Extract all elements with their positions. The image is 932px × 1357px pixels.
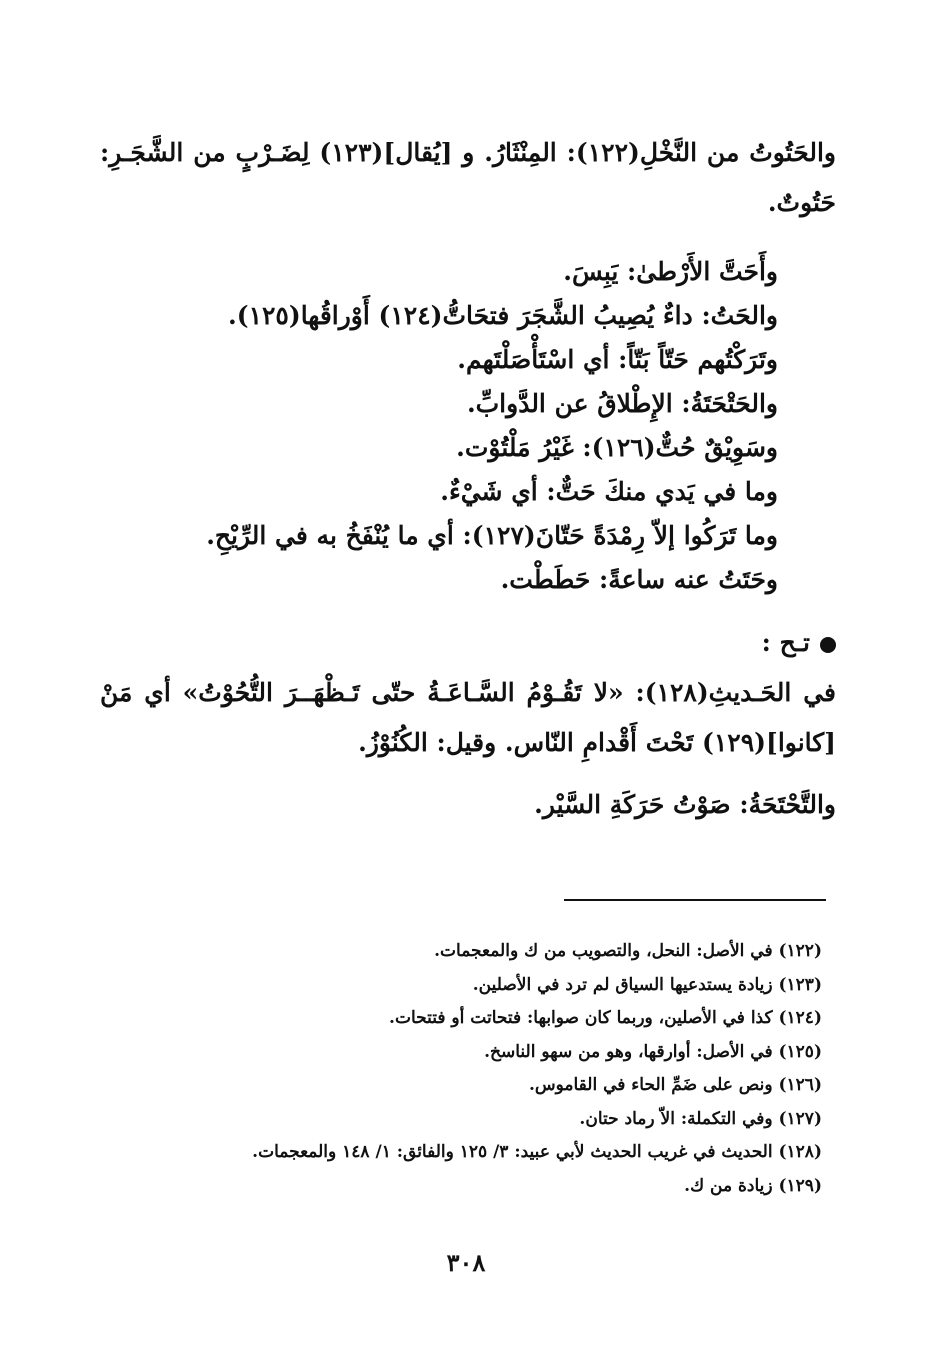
section-heading: [100, 618, 836, 668]
bullet-icon: [820, 637, 836, 653]
footnote-128: (١٢٨) الحديث في غريب الحديث لأبي عبيد: ٣/ ١٢٥ والفائق: ١/ ١٤٨ والمعجمات.: [252, 1142, 822, 1162]
footnote-124: (١٢٤) كذا في الأصلين، وربما كان صوابها: فتحاتت أو فتتحات.: [389, 1008, 822, 1028]
intro-paragraph: والحَتُوتُ من النَّخْلِ(١٢٢): المِنْثَارُ. و [يُقال](١٢٣) لِضَـرْبٍ من الشَّجَـرِ: حَتُوتٌ.: [100, 138, 836, 217]
entry-line: وحَتَتُ عنه ساعةً: حَطَطْت.: [500, 565, 778, 594]
section-heading-text: تـح :: [761, 628, 810, 657]
footnote-127: (١٢٧) وفي التكملة: الاّ رماد حتان.: [579, 1108, 822, 1129]
entry-line: وما في يَدي منكَ حَتٌّ: أي شَيْءٌ.: [440, 477, 778, 506]
main-text: [100, 128, 836, 830]
page-number: ٣٠٨: [446, 1248, 486, 1277]
footnote-125: (١٢٥) في الأصل: أوارقها، وهو من سهو الناسخ.: [484, 1041, 822, 1062]
footnote-122: (١٢٢) في الأصل: النحل، والتصويب من ك والمعجمات.: [434, 941, 822, 961]
footnotes: [150, 935, 822, 1203]
footnote-129: (١٢٩) زيادة من ك.: [684, 1175, 822, 1196]
hadith-paragraph: في الحَـديثِ(١٢٨): «لا تَقُـوْمُ السَّـاعَـةُ حتّى تَـظْهَــرَ التُّحُوْتُ» أي مَنْ [كانوا](١٢٩) تَحْتَ أَقْدامِ النّاس. وقيل: الكُنُوْزُ.: [100, 678, 836, 757]
entries-block: [100, 250, 836, 602]
entry-line: وتَرَكْتُهم حَتّاً بَتّاً: أي اسْتَأْصَلْتَهم.: [457, 345, 778, 374]
final-entry: والتَّحْتَحَةُ: صَوْتُ حَرَكَةِ السَّيْر.: [534, 790, 836, 819]
footnote-divider: [564, 899, 826, 901]
entry-line: وسَوِيْقٌ حُتٌّ(١٢٦): غَيْرُ مَلْتُوْت.: [456, 433, 778, 462]
footnote-126: (١٢٦) ونص على ضَمِّ الحاء في القاموس.: [528, 1075, 822, 1095]
entry-line: والحَتْحَتَةُ: الإِطْلاقُ عن الدَّوابِّ.: [466, 389, 778, 418]
footnote-123: (١٢٣) زيادة يستدعيها السياق لم ترد في الأصلين.: [472, 974, 822, 995]
entry-line: وأَحَتَّ الأَرْطىٰ: يَبِسَ.: [563, 257, 778, 286]
entry-line: والحَتُ: داءٌ يُصِيبُ الشَّجَرَ فتحَاتُّ(١٢٤) أَوْراقُها(١٢٥).: [228, 301, 778, 330]
entry-line: وما تَرَكُوا إلاّ رِمْدَةً حَتّانَ(١٢٧): أي ما يُنْفَخُ به في الرِّيْحِ.: [206, 521, 778, 550]
